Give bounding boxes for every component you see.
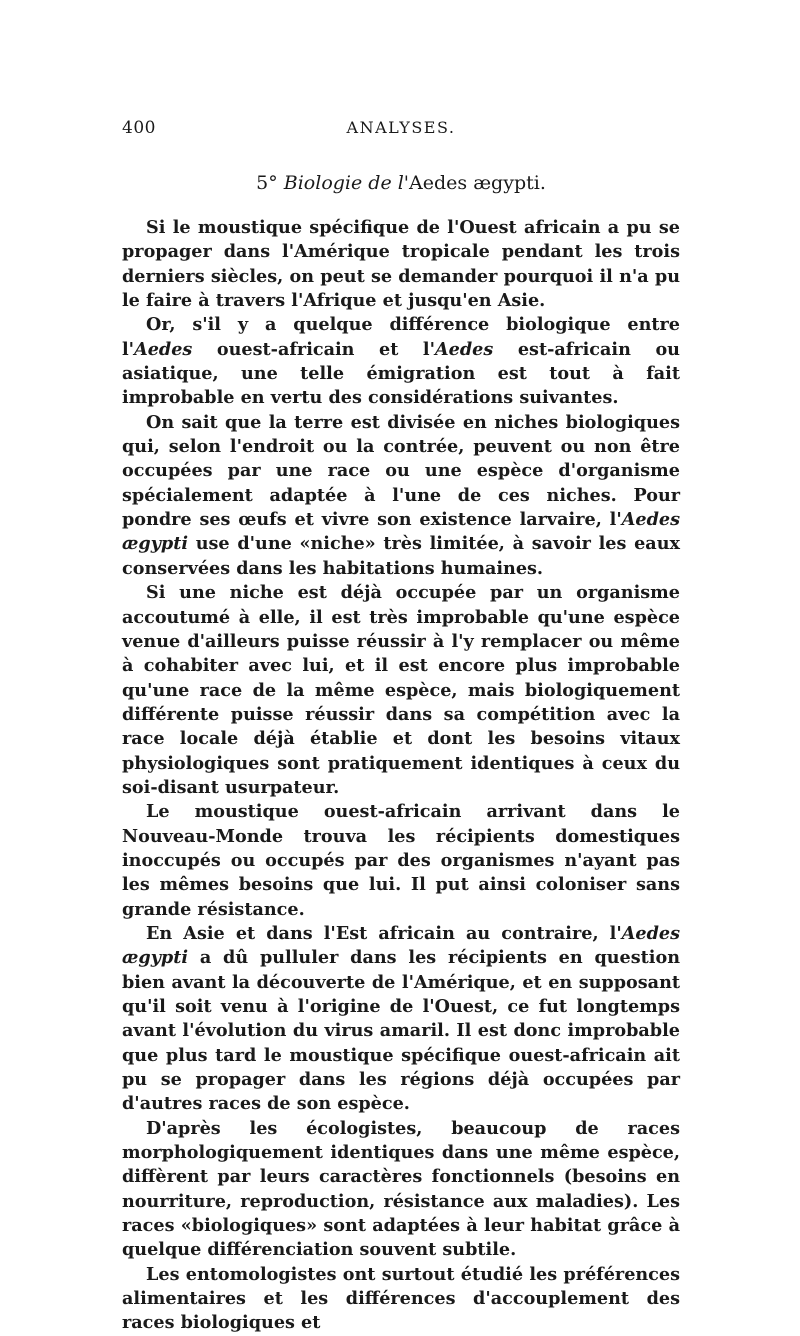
- italic-run: Aedes ægypti: [122, 922, 680, 969]
- paragraph: Les entomologistes ont surtout étudié les préférences alimentaires et les différences d'accouplement des races biologiques et: [122, 1263, 680, 1334]
- italic-run: Aedes: [134, 338, 193, 360]
- italic-run: Aedes ægypti: [122, 509, 680, 555]
- paragraph: Or, s'il y a quelque différence biologique entre l'Aedes ouest-africain et l'Aedes est-africain ou asiatique, une telle émigration est tout à fait improbable en vertu des considérations suivantes.: [122, 314, 680, 409]
- paragraph: Si le moustique spécifique de l'Ouest africain a pu se propager dans l'Amérique tropicale pendant les trois derniers siècles, on peut se demander pourquoi il n'a pu le faire à travers l'Afrique et jusqu'en Asie.: [122, 217, 680, 312]
- running-head: [122, 118, 680, 142]
- paragraph: On sait que la terre est divisée en niches biologiques qui, selon l'endroit ou la contrée, peuvent ou non être occupées par une race ou une espèce d'organisme spécialement adaptée à l'une de ces niches. Pour pondre ses œufs et vivre son existence larvaire, l'Aedes ægypti use d'une «niche» très limitée, à savoir les eaux conservées dans les habitations humaines.: [122, 411, 680, 579]
- section-title-roman: Aedes ægypti.: [409, 172, 546, 194]
- running-title: ANALYSES.: [346, 118, 456, 137]
- section-heading: [122, 172, 680, 194]
- page-number: 400: [122, 118, 156, 138]
- section-number: 5°: [256, 172, 278, 194]
- paragraph: Si une niche est déjà occupée par un organisme accoutumé à elle, il est très improbable qu'une espèce venue d'ailleurs puisse réussir à l'y remplacer ou même à cohabiter avec lui, et il est encore plus improbable qu'une race de la même espèce, mais biologiquement différente puisse réussir dans sa compétition avec la race locale déjà établie et dont les besoins vitaux physiologiques sont pratiquement identiques à ceux du soi-disant usurpateur.: [122, 582, 680, 798]
- paragraph: En Asie et dans l'Est africain au contraire, l'Aedes ægypti a dû pulluler dans les récipients en question bien avant la découverte de l'Amérique, et en supposant qu'il soit venu à l'origine de l'Ouest, ce fut longtemps avant l'évolution du virus amaril. Il est donc improbable que plus tard le moustique spécifique ouest-africain ait pu se propager dans les régions déjà occupées par d'autres races de son espèce.: [122, 922, 680, 1115]
- paragraph: Le moustique ouest-africain arrivant dans le Nouveau-Monde trouva les récipients domestiques inoccupés ou occupés par des organismes n'ayant pas les mêmes besoins que lui. Il put ainsi coloniser sans grande résistance.: [122, 801, 680, 920]
- body-text: [122, 216, 680, 1336]
- italic-run: Aedes: [435, 338, 494, 360]
- paragraph: D'après les écologistes, beaucoup de races morphologiquement identiques dans une même espèce, diffèrent par leurs caractères fonctionnels (besoins en nourriture, reproduction, résistance aux maladies). Les races «biologiques» sont adaptées à leur habitat grâce à quelque différenciation souvent subtile.: [122, 1117, 680, 1261]
- section-title-italic: Biologie de l': [283, 172, 410, 194]
